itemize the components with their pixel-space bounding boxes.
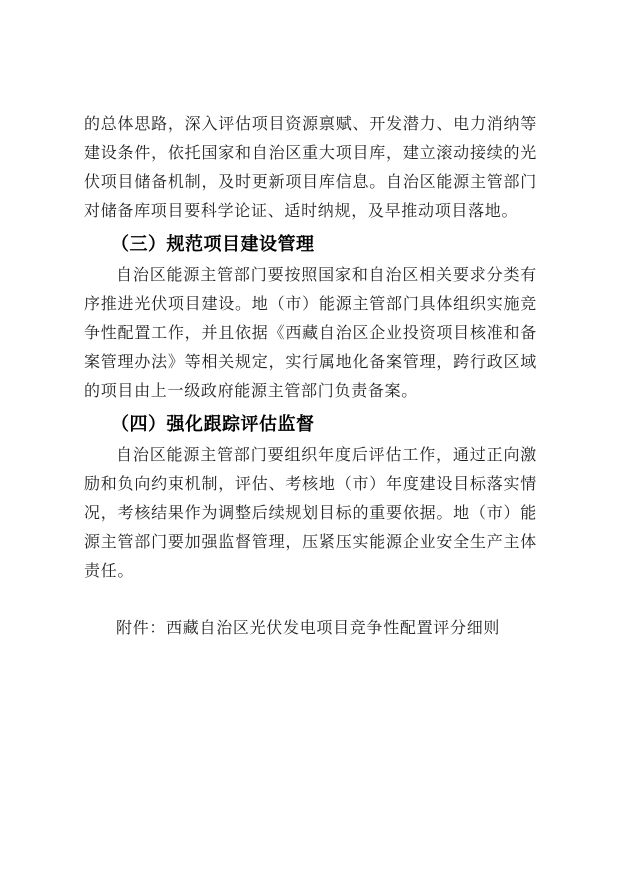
body-paragraph-continuation: 的总体思路，深入评估项目资源禀赋、开发潜力、电力消纳等建设条件，依托国家和自治区重大项目库，建立滚动接续的光伏项目储备机制，及时更新项目库信息。自治区能源主管部门对储备库项目要科学论证、适时纳规，及早推动项目落地。 [84, 116, 537, 220]
body-paragraph: 自治区能源主管部门要组织年度后评估工作，通过正向激励和负向约束机制，评估、考核地（市）年度建设目标落实情况，考核结果作为调整后续规划目标的重要依据。地（市）能源主管部门要加强监督管理，压紧压实能源企业安全生产主体责任。 [84, 447, 537, 580]
document-content [84, 110, 537, 643]
section-heading-3: （三）规范项目建设管理 [111, 234, 315, 254]
body-paragraph: 自治区能源主管部门要按照国家和自治区相关要求分类有序推进光伏项目建设。地（市）能源主管部门具体组织实施竞争性配置工作，并且依据《西藏自治区企业投资项目核准和备案管理办法》等相关规定，实行属地化备案管理，跨行政区域的项目由上一级政府能源主管部门负责备案。 [84, 267, 537, 400]
section-heading-4: （四）强化跟踪评估监督 [111, 414, 315, 434]
attachment-line: 附件：西藏自治区光伏发电项目竞争性配置评分细则 [116, 620, 501, 637]
